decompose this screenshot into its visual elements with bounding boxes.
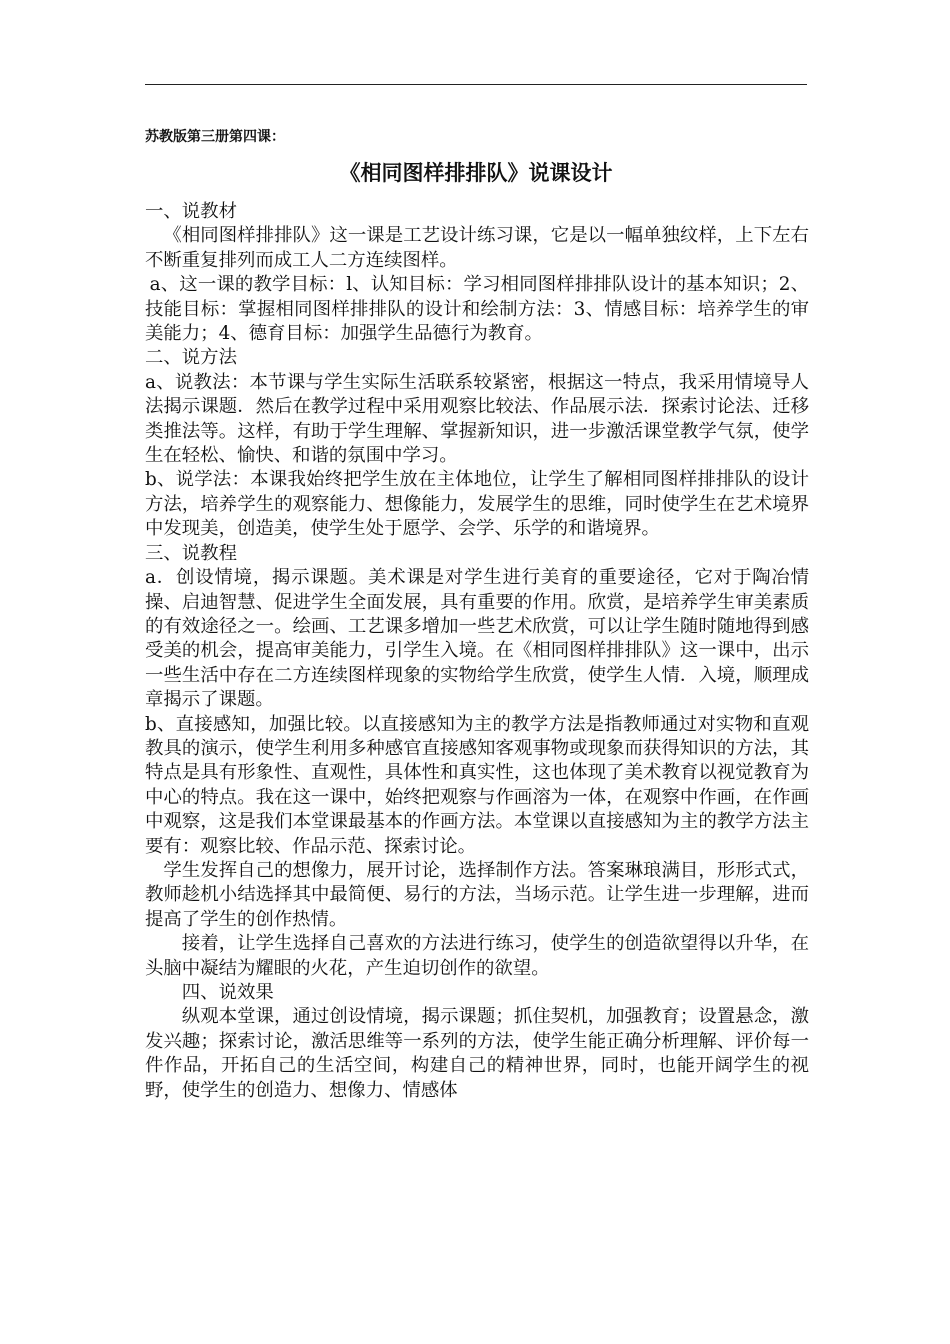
paragraph-learning-method: b、说学法：本课我始终把学生放在主体地位，让学生了解相同图样排排队的设计方法，培养学生的观察能力、想像能力，发展学生的思维，同时使学生在艺术境界中发现美，创造美，使学生处于愿学、会学、乐学的和谐境界。 [145,469,809,540]
paragraph-teaching-method: a、说教法：本节课与学生实际生活联系较紧密，根据这一特点，我采用情境导人法揭示课题．然后在教学过程中采用观察比较法、作品展示法．探索讨论法、迁移类推法等。这样，有助于学生理解、掌握新知识，进一步激活课堂教学气氛，使学生在轻松、愉快、和谐的氛围中学习。 [145,371,809,467]
lesson-subheading: 苏教版第三册第四课： [145,129,285,145]
section-heading-effect: 四、说效果 [181,982,274,1003]
paragraph-intro: 《相同图样排排队》这一课是工艺设计练习课，它是以一幅单独纹样，上下左右不断重复排列而成工人二方连续图样。 [145,225,809,271]
paragraph-process-a: a．创设情境，揭示课题。美术课是对学生进行美育的重要途径，它对于陶冶情操、启迪智慧、促进学生全面发展，具有重要的作用。欣赏，是培养学生审美素质的有效途径之一。绘画、工艺课多增加一些艺术欣赏，可以让学生随时随地得到感受美的机会，提高审美能力，引学生入境。在《相同图样排排队》这一课中，出示一些生活中存在二方连续图样现象的实物给学生欣赏，使学生人情．入境，顺理成章揭示了课题。 [145,567,809,711]
section-heading-methods: 二、说方法 [145,347,237,369]
section-heading-process: 三、说教程 [145,542,237,564]
section-heading-textbook: 一、说教材 [145,201,237,222]
paragraph-practice: 接着，让学生选择自己喜欢的方法进行练习，使学生的创造欲望得以升华，在头脑中凝结为耀眼的火花，产生迫切创作的欲望。 [145,933,809,979]
document-body [145,200,809,1103]
paragraph-discussion: 学生发挥自己的想像力，展开讨论，选择制作方法。答案琳琅满目，形形式式，教师趁机小结选择其中最简便、易行的方法，当场示范。让学生进一步理解，进而提高了学生的创作热情。 [145,859,809,930]
header-rule [145,84,807,85]
paragraph-effect: 纵观本堂课，通过创设情境，揭示课题；抓住契机，加强教育；设置悬念，激发兴趣；探索讨论，激活思维等一系列的方法，使学生能正确分析理解、评价每一件作品，开拓自己的生活空间，构建自己的精神世界，同时，也能开阔学生的视野，使学生的创造力、想像力、情感体 [145,1006,809,1101]
document-title: 《相同图样排排队》说课设计 [339,161,613,185]
paragraph-goals: a、这一课的教学目标：l、认知目标：学习相同图样排排队设计的基本知识；2、技能目标：掌握相同图样排排队的设计和绘制方法：3、情感目标：培养学生的审美能力；4、德育目标：加强学生品德行为教育。 [145,274,809,345]
paragraph-process-b: b、直接感知，加强比较。以直接感知为主的教学方法是指教师通过对实物和直观教具的演示，使学生利用多种感官直接感知客观事物或现象而获得知识的方法，其特点是具有形象性、直观性，具体性和真实性，这也体现了美术教育以视觉教育为中心的特点。我在这一课中，始终把观察与作画溶为一体，在观察中作画，在作画中观察，这是我们本堂课最基本的作画方法。本堂课以直接感知为主的教学方法主要有：观察比较、作品示范、探索讨论。 [145,713,809,857]
